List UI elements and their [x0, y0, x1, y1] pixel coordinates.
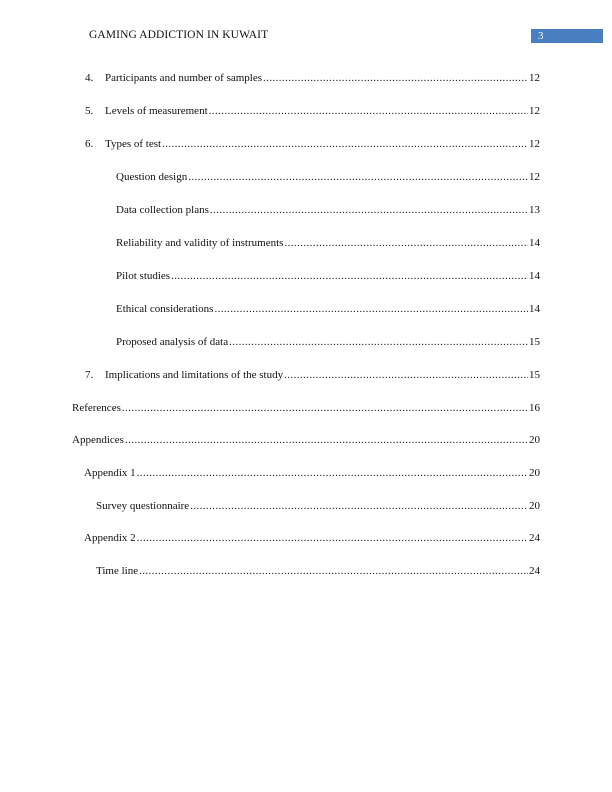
toc-dot-leader	[263, 70, 528, 86]
toc-entry[interactable]	[96, 235, 540, 251]
toc-entry[interactable]	[85, 70, 540, 86]
toc-entry[interactable]	[72, 432, 540, 448]
toc-dot-leader	[188, 169, 528, 185]
toc-entry-label: References	[72, 402, 121, 414]
toc-entry-page: 12	[529, 72, 540, 84]
toc-entry-label: Ethical considerations	[116, 303, 214, 315]
toc-entry-number: 5.	[85, 105, 94, 117]
toc-entry-page: 20	[529, 434, 540, 446]
toc-entry-page: 12	[529, 105, 540, 117]
toc-dot-leader	[229, 334, 528, 350]
toc-dot-leader	[162, 136, 528, 152]
toc-entry-page: 13	[529, 204, 540, 216]
toc-entry-label: Levels of measurement	[105, 105, 208, 117]
toc-entry-page: 20	[529, 500, 540, 512]
toc-entry-label: Appendix 1	[84, 467, 136, 479]
toc-entry[interactable]	[84, 530, 540, 546]
toc-entry[interactable]	[96, 498, 540, 514]
toc-entry-label: Participants and number of samples	[105, 72, 263, 84]
toc-dot-leader	[190, 498, 528, 514]
toc-entry-number: 7.	[85, 369, 94, 381]
toc-entry-label: Reliability and validity of instruments	[116, 237, 284, 249]
toc-entry-page: 24	[529, 565, 540, 577]
toc-entry-page: 15	[529, 336, 540, 348]
page-number-badge: 3	[531, 29, 603, 43]
toc-entry-label: Time line	[96, 565, 139, 577]
header-title: GAMING ADDICTION IN KUWAIT	[89, 29, 269, 41]
toc-entry[interactable]	[96, 301, 540, 317]
toc-dot-leader	[284, 367, 528, 383]
toc-dot-leader	[210, 202, 528, 218]
toc-entry[interactable]	[96, 268, 540, 284]
toc-entry[interactable]	[96, 169, 540, 185]
toc-dot-leader	[214, 301, 528, 317]
toc-dot-leader	[209, 103, 528, 119]
toc-entry[interactable]	[96, 202, 540, 218]
toc-entry-label: Pilot studies	[116, 270, 171, 282]
toc-dot-leader	[137, 465, 528, 481]
toc-entry-page: 15	[529, 369, 540, 381]
toc-entry-label: Survey questionnaire	[96, 500, 190, 512]
toc-entry-label: Appendix 2	[84, 532, 136, 544]
toc-entry-page: 14	[529, 270, 540, 282]
toc-entry-label: Question design	[116, 171, 188, 183]
toc-dot-leader	[284, 235, 528, 251]
toc-dot-leader	[125, 432, 528, 448]
toc-entry-number: 6.	[85, 138, 94, 150]
toc-entry-label: Appendices	[72, 434, 124, 446]
toc-entry-number: 4.	[85, 72, 94, 84]
toc-dot-leader	[122, 400, 528, 416]
toc-entry-page: 12	[529, 171, 540, 183]
toc-dot-leader	[171, 268, 528, 284]
toc-entry[interactable]	[85, 103, 540, 119]
toc-entry-page: 20	[529, 467, 540, 479]
toc-dot-leader	[139, 563, 528, 579]
toc-entry-page: 12	[529, 138, 540, 150]
toc-dot-leader	[137, 530, 528, 546]
toc-entry-page: 16	[529, 402, 540, 414]
toc-entry-label: Proposed analysis of data	[116, 336, 229, 348]
toc-entry-page: 14	[529, 237, 540, 249]
toc-entry-label: Types of test	[105, 138, 162, 150]
toc-entry[interactable]	[96, 563, 540, 579]
toc-entry[interactable]	[85, 136, 540, 152]
toc-entry[interactable]	[72, 400, 540, 416]
toc-entry-label: Data collection plans	[116, 204, 209, 216]
toc-entry[interactable]	[84, 465, 540, 481]
toc-entry-page: 24	[529, 532, 540, 544]
toc-entry-page: 14	[529, 303, 540, 315]
toc-entry[interactable]	[96, 334, 540, 350]
toc-entry-label: Implications and limitations of the study	[105, 369, 284, 381]
toc-entry[interactable]	[85, 367, 540, 383]
